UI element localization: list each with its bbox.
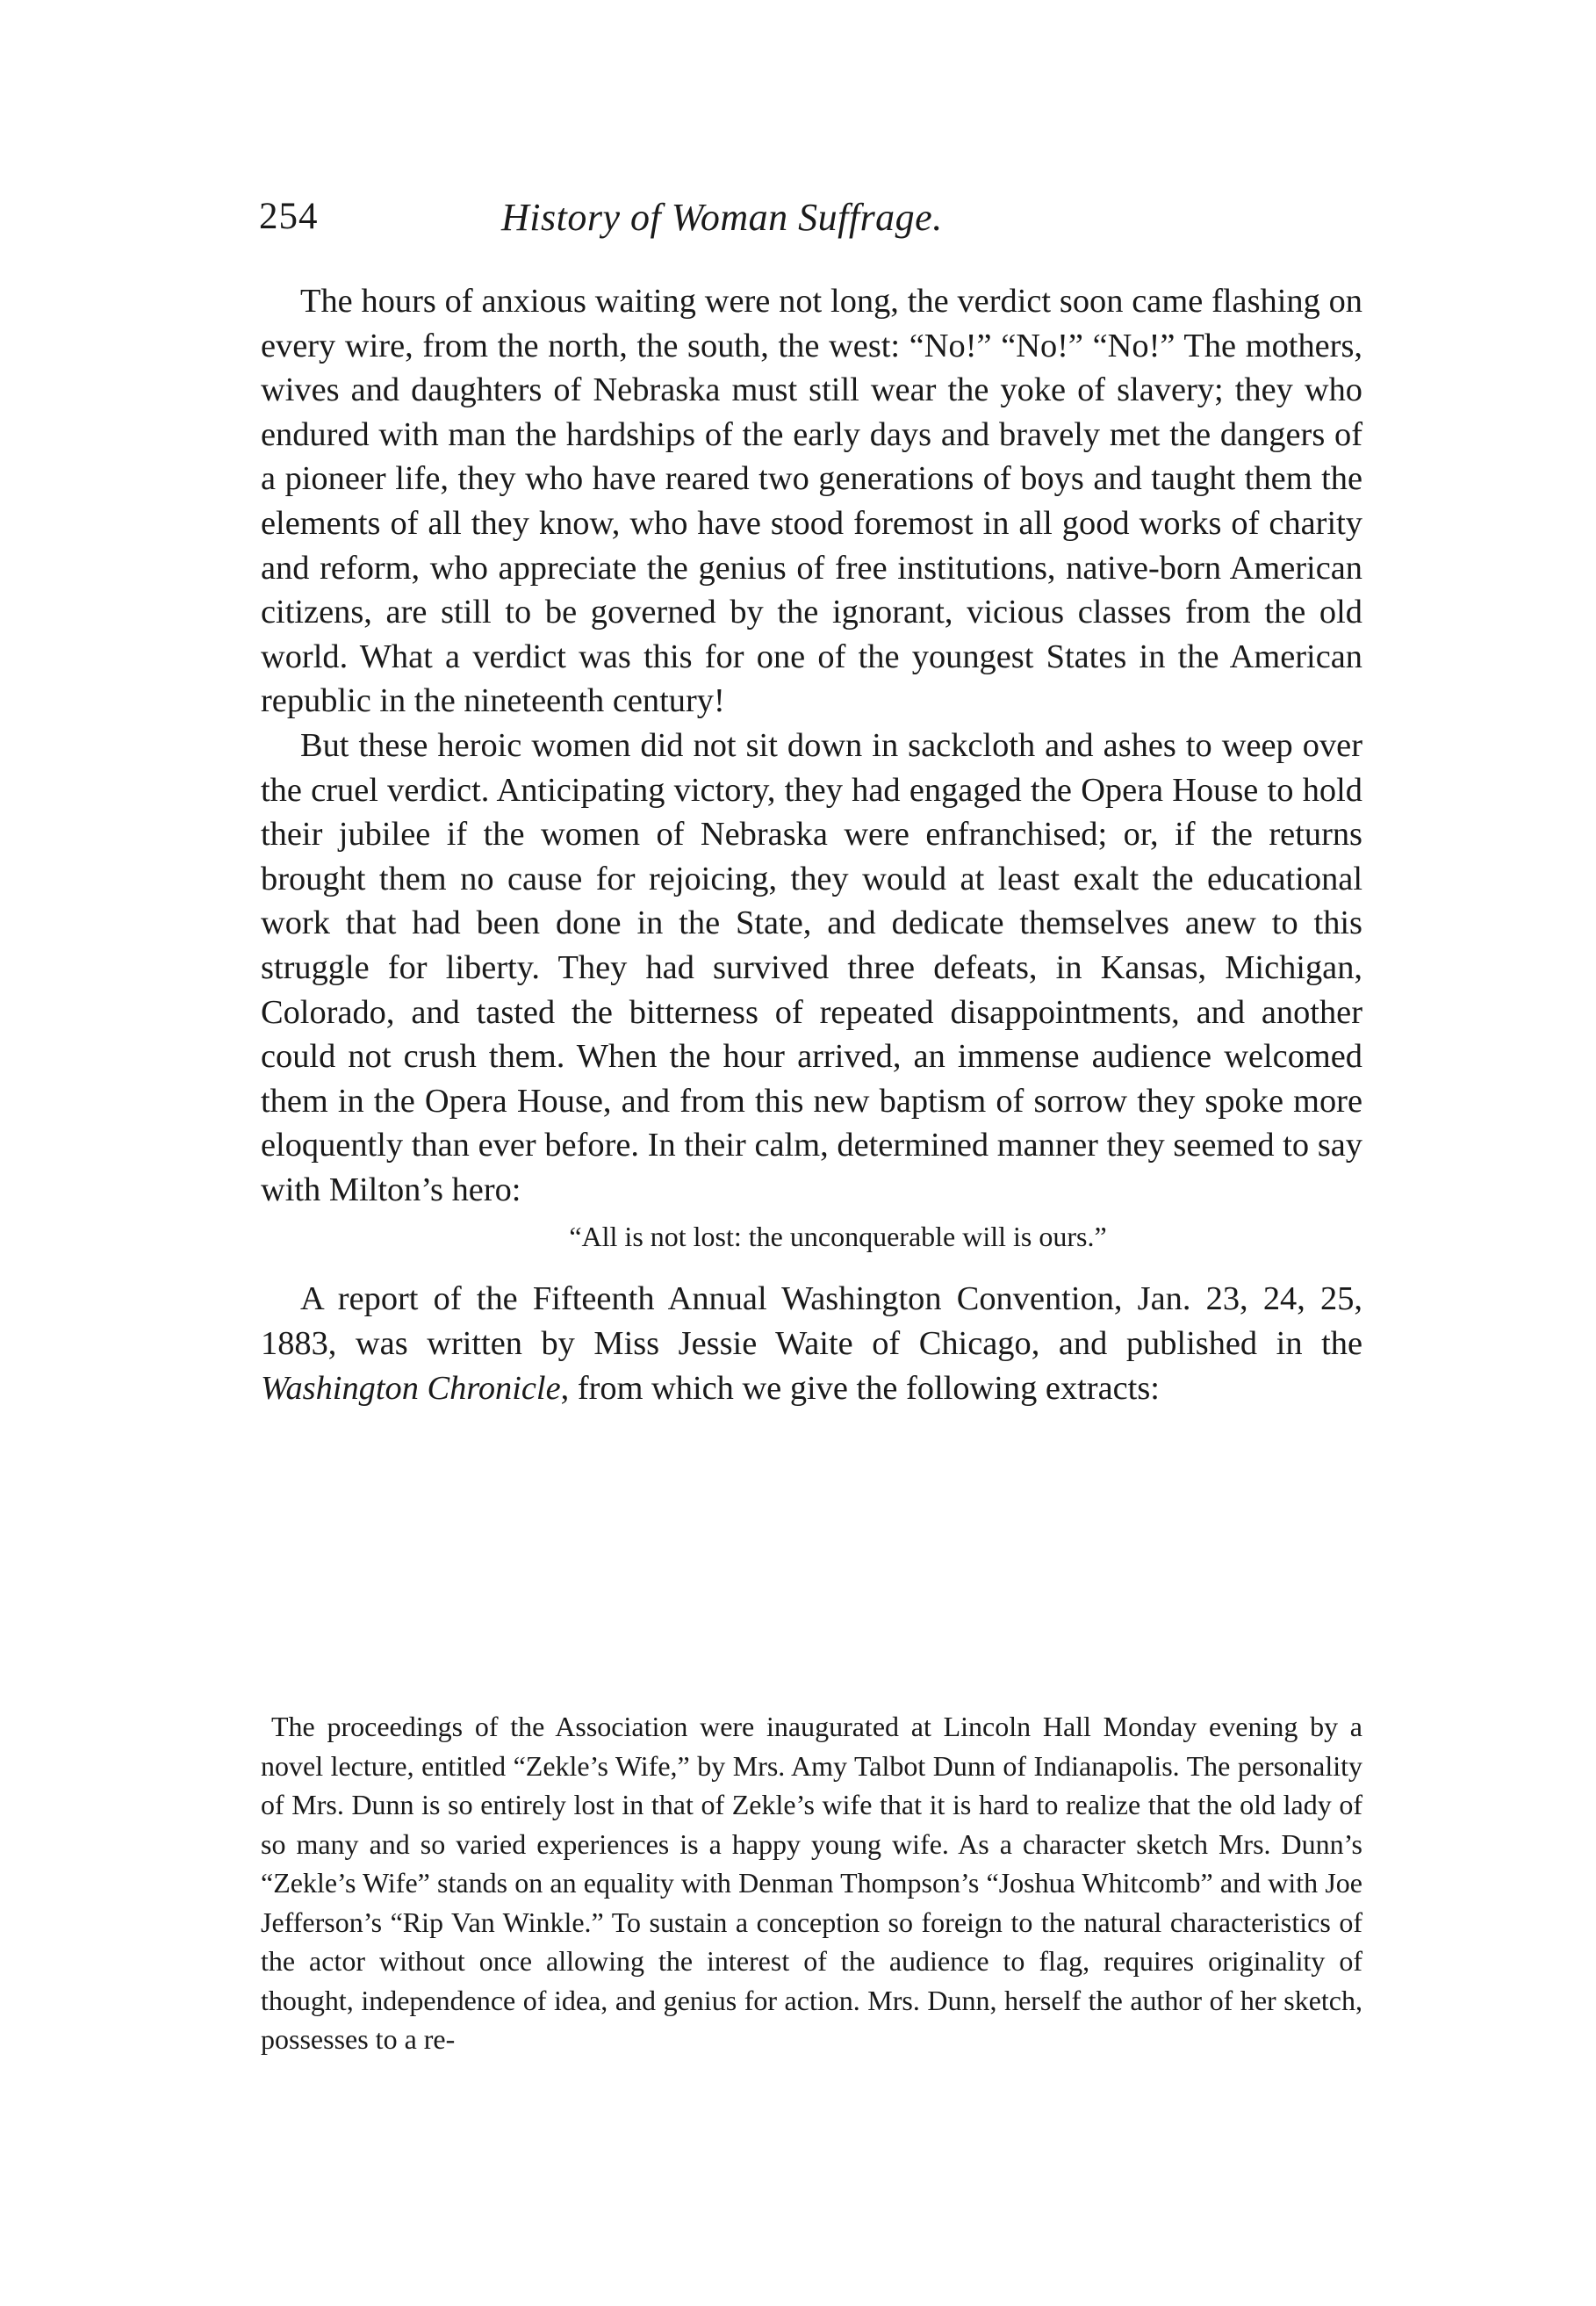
- paragraph-convention-report: [261, 1277, 1362, 1410]
- page-header: [259, 195, 1374, 248]
- extract-paragraph: The proceedings of the Association were inaugurated at Lincoln Hall Monday evening by a novel lecture, entitled “Zekle’s Wife,” by Mrs. Amy Talbot Dunn of Indianapolis. The personality of Mrs. Dunn is so entirely lost in that of Zekle’s wife that it is hard to realize that the old lady of so many and so varied experiences is a happy young wife. As a character sketch Mrs. Dunn’s “Zekle’s Wife” stands on an equality with Denman Thompson’s “Joshua Whitcomb” and with Joe Jefferson’s “Rip Van Winkle.” To sustain a conception so foreign to the natural characteristics of the actor without once allowing the interest of the audience to flag, requires originality of thought, independence of idea, and genius for action. Mrs. Dunn, herself the author of her sketch, possesses to a re-: [261, 1711, 1362, 2055]
- paragraph-verdict: The hours of anxious waiting were not long, the verdict soon came flashing on every wire, from the north, the south, the west: “No!” “No!” “No!” The mothers, wives and daughters of Nebraska must still wear the yoke of slavery; they who endured with man the hardships of the early days and bravely met the dangers of a pioneer life, they who have reared two generations of boys and taught them the elements of all they know, who have stood foremost in all good works of charity and reform, who appreciate the genius of free institutions, native-born American citizens, are still to be governed by the ignorant, vicious classes from the old world. What a verdict was this for one of the youngest States in the American republic in the nineteenth century!: [261, 283, 1362, 720]
- report-text-start: A report of the Fifteenth Annual Washington Convention, Jan. 23, 24, 25, 1883, was written by Miss Jessie Waite of Chicago, and published in the: [261, 1280, 1362, 1363]
- milton-quote: “All is not lost: the unconquerable will is ours.”: [569, 1221, 1107, 1253]
- page-number: 254: [259, 196, 319, 237]
- newspaper-title: Washington Chronicle: [261, 1369, 561, 1407]
- main-text: [261, 279, 1362, 1410]
- paragraph-heroic-women: But these heroic women did not sit down in sackcloth and ashes to weep over the cruel verdict. Anticipating victory, they had engaged the Opera House to hold their jubilee if the women of Nebraska were enfranchised; or, if the returns brought them no cause for rejoicing, they would at least exalt the educational work that had been done in the State, and dedicate themselves anew to this struggle for liberty. They had survived three defeats, in Kansas, Michigan, Colorado, and tasted the bitterness of repeated disappointments, and another could not crush them. When the hour arrived, an immense audience welcomed them in the Opera House, and from this new baptism of sorrow they spoke more eloquently than ever before. In their calm, determined manner they seemed to say with Milton’s hero:: [261, 726, 1362, 1208]
- running-title: History of Woman Suffrage.: [501, 196, 943, 239]
- report-text-end: , from which we give the following extracts:: [560, 1369, 1160, 1407]
